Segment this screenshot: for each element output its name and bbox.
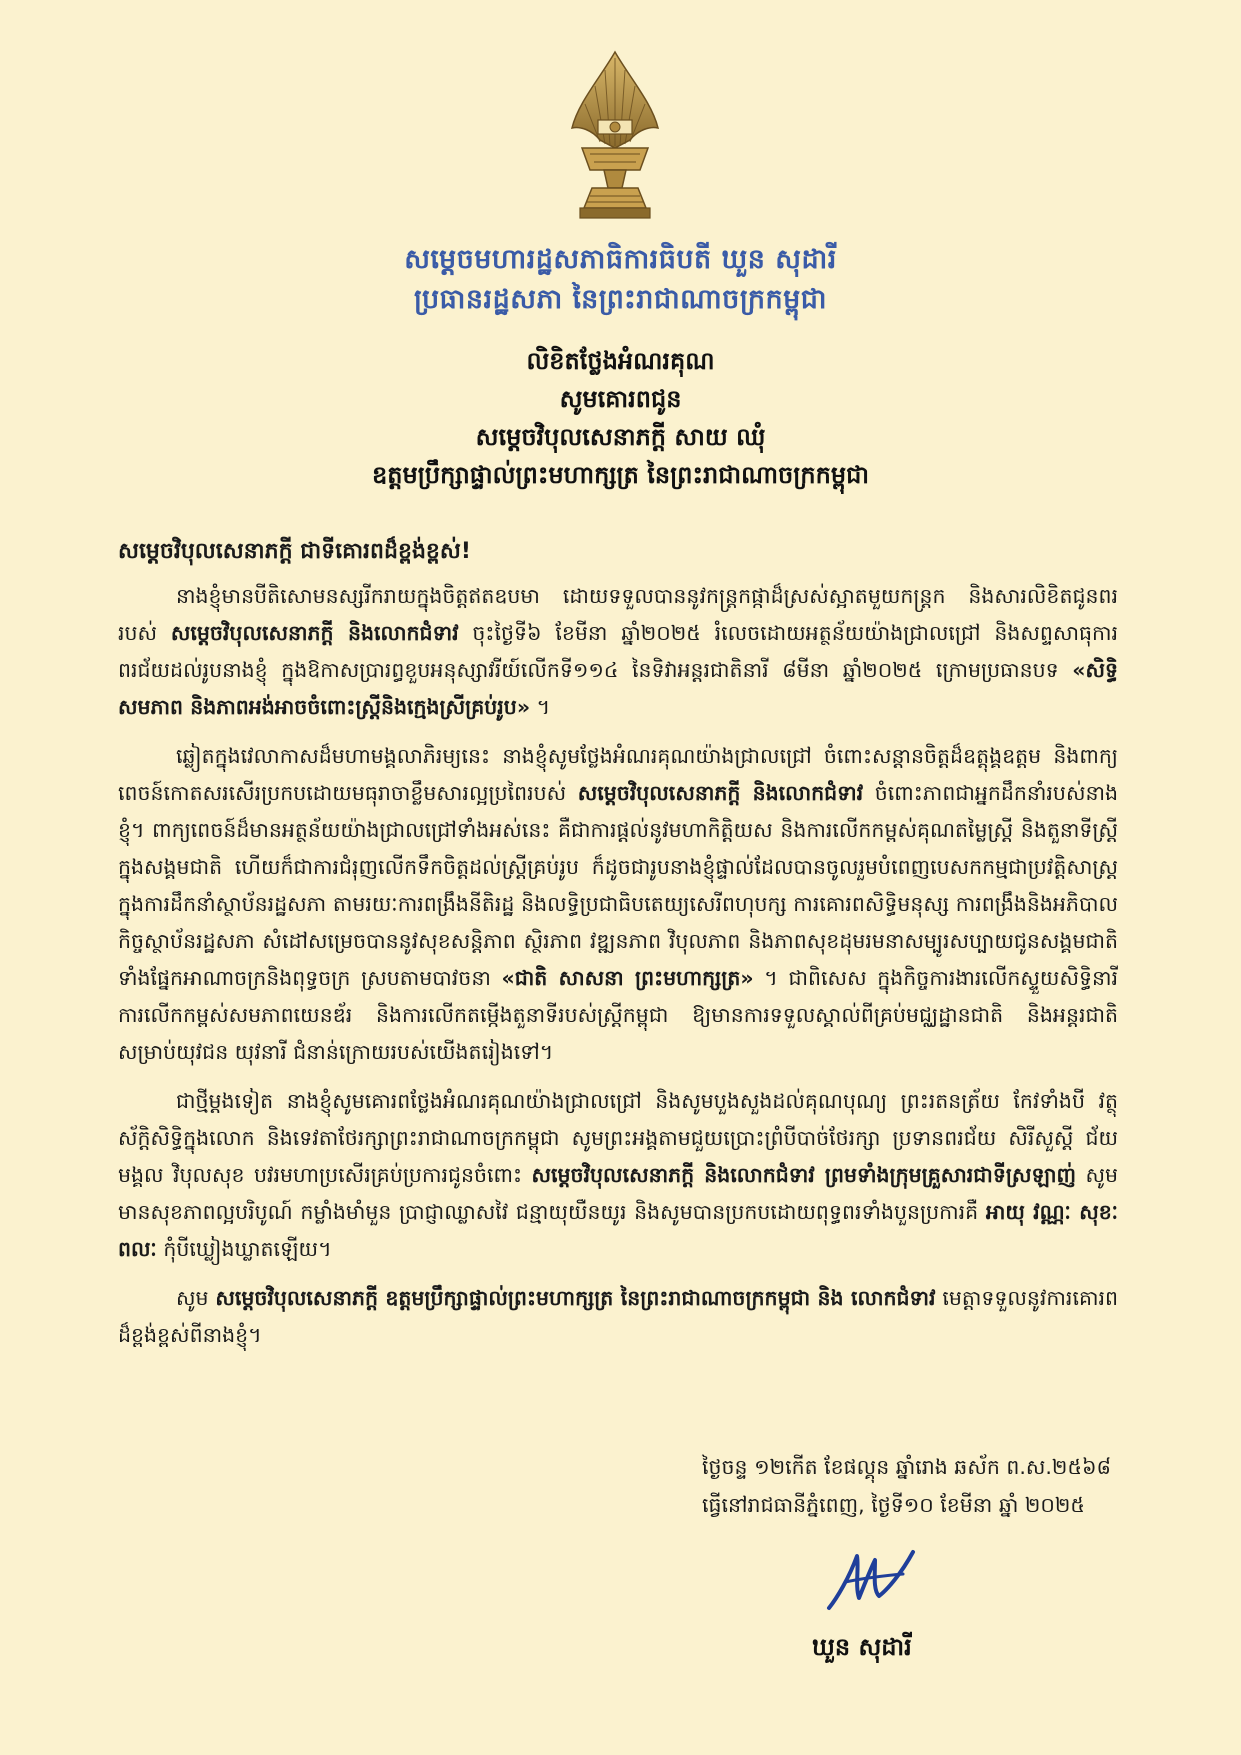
institution-title: ប្រធានរដ្ឋសភា នៃព្រះរាជាណាចក្រកម្ពុជា <box>414 284 827 315</box>
signer-name: ឃួន សុដារី <box>812 1633 912 1661</box>
paragraph-1: នាងខ្ញុំមានបីតិសោមនស្សរីករាយក្នុងចិត្តឥតឧបមា ដោយទទួលបាននូវកន្ត្រកផ្កាដ៏ស្រស់ស្អាតមួយកន្ត្រក និងសារលិខិតជូនពររបស់ សម្តេចវិបុលសេនាភក្តី និងលោកជំទាវ ចុះថ្ងៃទី៦ ខែមីនា ឆ្នាំ២០២៥ រំលេចដោយអត្ថន័យយ៉ាងជ្រាលជ្រៅ និងសព្ទសាធុការពរជ័យដល់រូបនាងខ្ញុំ ក្នុងឱកាសប្រារព្ធខួបអនុស្សាវរីយ៍លើកទី១១៤ នៃទិវាអន្តរជាតិនារី ៨មីនា ឆ្នាំ២០២៥ ក្រោមប្រធានបទ «សិទ្ធិ សមភាព និងភាពអង់អាចចំពោះស្ត្រីនិងក្មេងស្រីគ្រប់រូប» ។ <box>118 584 1119 719</box>
handwritten-signature-icon <box>815 1538 935 1618</box>
addressee-name: សម្តេចវិបុលសេនាភក្តី សាយ ឈុំ <box>475 423 766 451</box>
place-and-date: ធ្វើនៅរាជធានីភ្នំពេញ, ថ្ងៃទី១០ ខែមីនា ឆ្នាំ ២០២៥ <box>702 1493 1085 1517</box>
president-title: សម្តេចមហារដ្ឋសភាធិការធិបតី ឃួន សុដារី <box>404 244 837 275</box>
addressee-intro: សូមគោរពជូន <box>559 385 682 413</box>
paragraph-4: សូម សម្តេចវិបុលសេនាភក្តី ឧត្តមប្រឹក្សាផ្ទាល់ព្រះមហាក្សត្រ នៃព្រះរាជាណាចក្រកម្ពុជា និង លោកជំទាវ មេត្តាទទួលនូវការគោរពដ៏ខ្ពង់ខ្ពស់ពីនាងខ្ញុំ។ <box>118 1286 1118 1347</box>
dateline <box>702 1448 1111 1524</box>
national-assembly-emblem-icon <box>560 48 670 228</box>
paragraph-2: ឆ្លៀតក្នុងវេលាកាសដ៏មហាមង្គលាភិរម្យនេះ នាងខ្ញុំសូមថ្លែងអំណរគុណយ៉ាងជ្រាលជ្រៅ ចំពោះសន្តានចិត្តដ៏ឧត្តុង្គឧត្តម និងពាក្យពេចន៍កោតសរសើរប្រកបដោយមធុរាចាខ្លឹមសារល្អប្រពៃរបស់ សម្តេចវិបុលសេនាភក្តី និងលោកជំទាវ ចំពោះភាពជាអ្នកដឹកនាំរបស់នាងខ្ញុំ។ ពាក្យពេចន៍ដ៏មានអត្ថន័យយ៉ាងជ្រាលជ្រៅទាំងអស់នេះ គឺជាការផ្តល់នូវមហាកិត្តិយស និងការលើកកម្ពស់គុណតម្លៃស្ត្រី និងតួនាទីស្ត្រីក្នុងសង្គមជាតិ ហើយក៏ជាការជំរុញលើកទឹកចិត្តដល់ស្ត្រីគ្រប់រូប ក៏ដូចជារូបនាងខ្ញុំផ្ទាល់ដែលបានចូលរួមបំពេញបេសកកម្មជាប្រវត្តិសាស្ត្រក្នុងការដឹកនាំស្ថាប័នរដ្ឋសភា តាមរយៈការពង្រឹងនីតិរដ្ឋ និងលទ្ធិប្រជាធិបតេយ្យសេរីពហុបក្ស ការគោរពសិទ្ធិមនុស្ស ការពង្រឹងនិងអភិបាលកិច្ចស្ថាប័នរដ្ឋសភា សំដៅសម្រេចបាននូវសុខសន្តិភាព ស្ថិរភាព វឌ្ឍនភាព វិបុលភាព និងភាពសុខដុមរមនាសម្បូរសប្បាយជូនសង្គមជាតិទាំងផ្នែកអាណាចក្រនិងពុទ្ធចក្រ ស្របតាមបាវចនា «ជាតិ សាសនា ព្រះមហាក្សត្រ» ។ ជាពិសេស ក្នុងកិច្ចការងារលើកស្ទួយសិទ្ធិនារី ការលើកកម្ពស់សមភាពយេនឌ័រ និងការលើកតម្កើងតួនាទីរបស់ស្ត្រីកម្ពុជា ឱ្យមានការទទួលស្គាល់ពីគ្រប់មជ្ឈដ្ឋានជាតិ និងអន្តរជាតិ សម្រាប់យុវជន យុវនារី ជំនាន់ក្រោយរបស់យើងតរៀងទៅ។ <box>118 744 1119 1064</box>
paragraph-3: ជាថ្មីម្តងទៀត នាងខ្ញុំសូមគោរពថ្លែងអំណរគុណយ៉ាងជ្រាលជ្រៅ និងសូមបួងសួងដល់គុណបុណ្យ ព្រះរតនត្រ័យ កែវទាំងបី វត្ថុស័ក្តិសិទ្ធិក្នុងលោក និងទេវតាថែរក្សាព្រះរាជាណាចក្រកម្ពុជា សូមព្រះអង្គតាមជួយប្រោះព្រំបីបាច់ថែរក្សា ប្រទានពរជ័យ សិរីសួស្តី ជ័យមង្គល វិបុលសុខ បវរមហាប្រសើរគ្រប់ប្រការជូនចំពោះ សម្តេចវិបុលសេនាភក្តី និងលោកជំទាវ ព្រមទាំងក្រុមគ្រួសារជាទីស្រឡាញ់ សូមមានសុខភាពល្អបរិបូណ៍ កម្លាំងមាំមួន ប្រាជ្ញាឈ្លាសវៃ ជន្មាយុយឺនយូរ និងសូមបានប្រកបដោយពុទ្ធពរទាំងបួនប្រការគឺ អាយុ វណ្ណៈ សុខៈ ពលៈ កុំបីឃ្លៀងឃ្លាតឡើយ។ <box>118 1089 1118 1261</box>
addressee-position: ឧត្តមប្រឹក្សាផ្ទាល់ព្រះមហាក្សត្រ នៃព្រះរាជាណាចក្រកម្ពុជា <box>372 461 869 489</box>
letter-body <box>118 532 1118 1366</box>
lunar-date: ថ្ងៃចន្ទ ១២កើត ខែផល្គុន ឆ្នាំរោង ឆស័ក ព.ស.២៥៦៨ <box>702 1455 1111 1479</box>
letter-title: លិខិតថ្លែងអំណរគុណ <box>526 347 715 375</box>
salutation: សម្តេចវិបុលសេនាភក្តី ជាទីគោរពដ៏ខ្ពង់ខ្ពស់! <box>118 539 471 564</box>
header <box>0 240 1241 320</box>
letter-title-block <box>0 342 1241 494</box>
